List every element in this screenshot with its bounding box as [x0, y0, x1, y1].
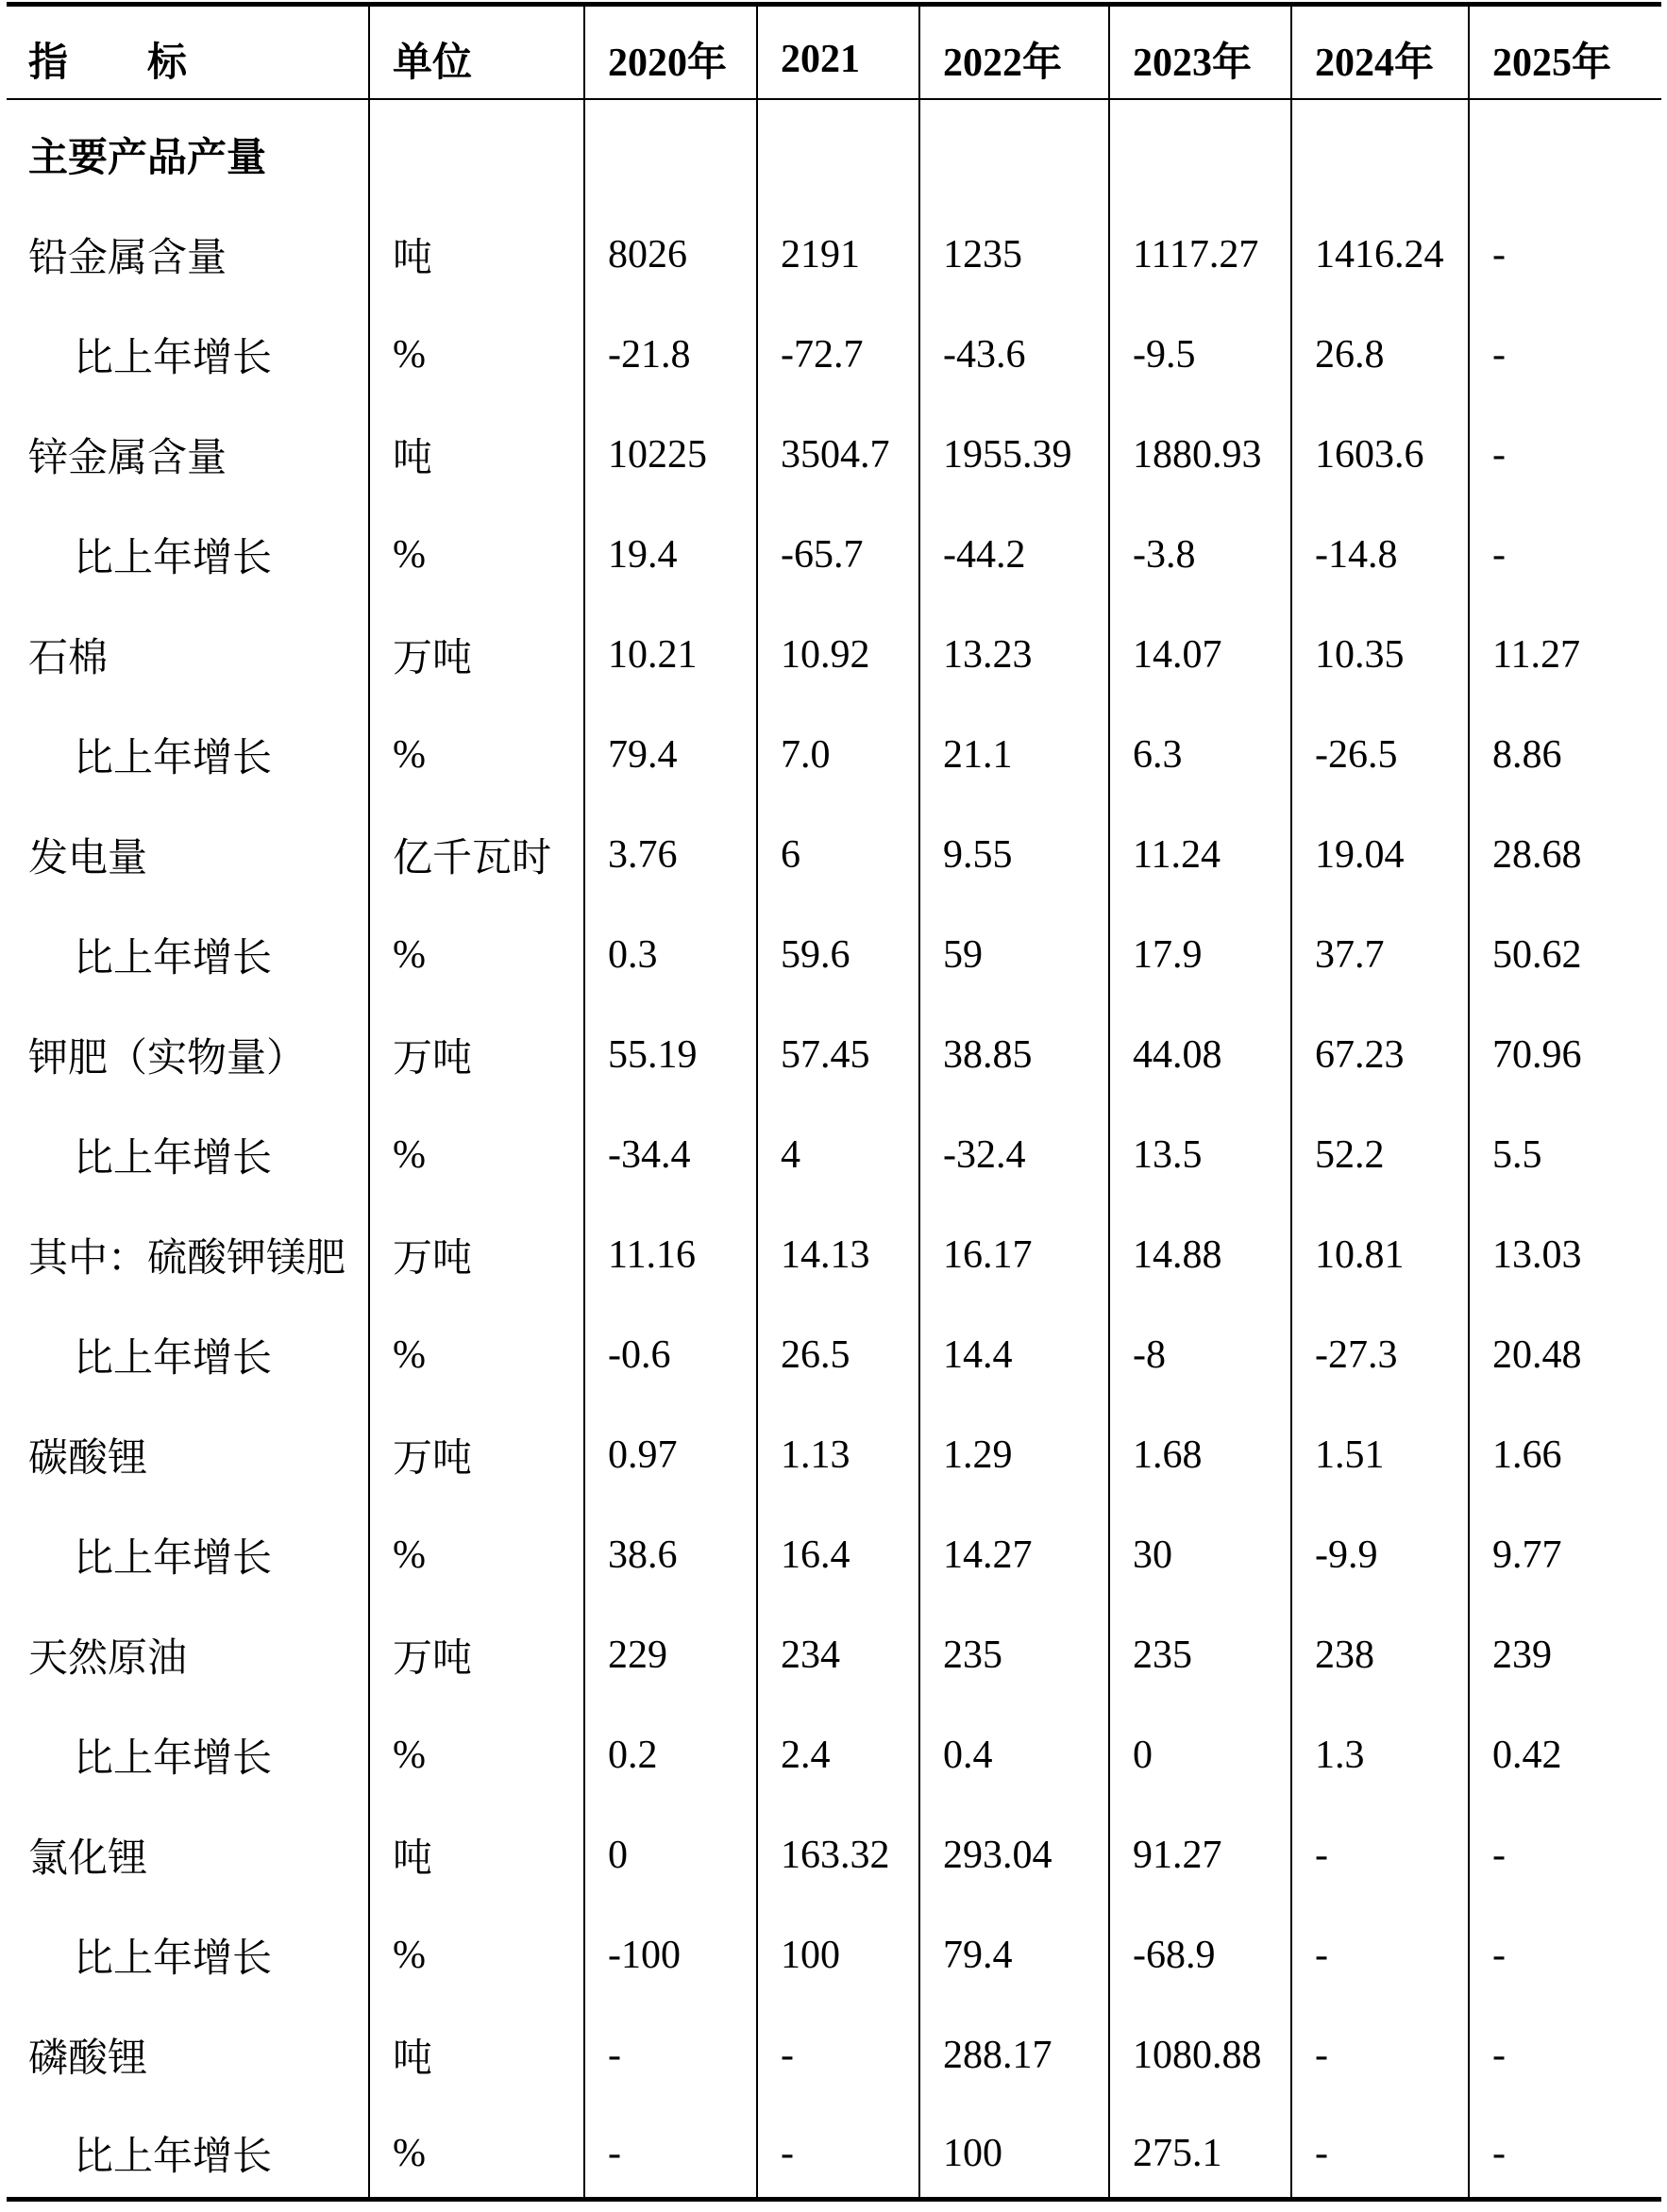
growth-label: 比上年增长 — [74, 1936, 273, 1981]
growth-label: 比上年增长 — [74, 536, 273, 580]
growth-unit: % — [369, 1500, 584, 1600]
value-2020: 10.21 — [584, 599, 757, 699]
indicator-name: 氯化锂 — [28, 1836, 148, 1881]
growth-unit: % — [369, 499, 584, 599]
value-2025: - — [1469, 399, 1661, 499]
value-2021: 163.32 — [757, 1800, 919, 1900]
table-header-row — [7, 5, 1661, 99]
growth-2022: -43.6 — [919, 299, 1109, 399]
empty-cell — [1291, 99, 1469, 199]
indicator-row — [7, 1399, 1661, 1500]
table-body — [7, 99, 1661, 2200]
value-2025: 13.03 — [1469, 1199, 1661, 1299]
value-2023: 14.88 — [1109, 1199, 1291, 1299]
value-2020: 10225 — [584, 399, 757, 499]
header-year-2020: 2020年 — [584, 5, 757, 99]
empty-cell — [757, 99, 919, 199]
growth-2021: - — [757, 2100, 919, 2200]
indicator-unit: 吨 — [369, 399, 584, 499]
growth-2024: 1.3 — [1291, 1700, 1469, 1800]
value-2021: 3504.7 — [757, 399, 919, 499]
growth-2021: -65.7 — [757, 499, 919, 599]
value-2022: 38.85 — [919, 999, 1109, 1099]
table-header — [7, 5, 1661, 99]
value-2025: 1.66 — [1469, 1399, 1661, 1500]
growth-2023: -8 — [1109, 1299, 1291, 1399]
value-2025: 70.96 — [1469, 999, 1661, 1099]
growth-2025: - — [1469, 1900, 1661, 2000]
value-2025: - — [1469, 199, 1661, 299]
value-2020: 11.16 — [584, 1199, 757, 1299]
growth-unit: % — [369, 899, 584, 999]
value-2020: 8026 — [584, 199, 757, 299]
value-2021: 57.45 — [757, 999, 919, 1099]
indicator-unit: 万吨 — [369, 1399, 584, 1500]
value-2023: 11.24 — [1109, 799, 1291, 899]
value-2024: 1603.6 — [1291, 399, 1469, 499]
growth-2024: 37.7 — [1291, 899, 1469, 999]
growth-label: 比上年增长 — [74, 1336, 273, 1381]
growth-2021: -72.7 — [757, 299, 919, 399]
growth-2024: -26.5 — [1291, 699, 1469, 799]
growth-label: 比上年增长 — [74, 336, 273, 380]
value-2023: 235 — [1109, 1600, 1291, 1700]
value-2024: 67.23 — [1291, 999, 1469, 1099]
growth-2024: - — [1291, 2100, 1469, 2200]
growth-2025: - — [1469, 2100, 1661, 2200]
value-2022: 1.29 — [919, 1399, 1109, 1500]
growth-row — [7, 899, 1661, 999]
growth-row — [7, 1500, 1661, 1600]
value-2020: 0 — [584, 1800, 757, 1900]
value-2024: 1.51 — [1291, 1399, 1469, 1500]
indicator-row — [7, 399, 1661, 499]
growth-2022: -44.2 — [919, 499, 1109, 599]
indicator-row — [7, 199, 1661, 299]
growth-2023: 13.5 — [1109, 1099, 1291, 1199]
growth-2022: 100 — [919, 2100, 1109, 2200]
growth-2022: 21.1 — [919, 699, 1109, 799]
growth-2022: 14.27 — [919, 1500, 1109, 1600]
empty-cell — [1109, 99, 1291, 199]
header-year-2025: 2025年 — [1469, 5, 1661, 99]
indicator-row — [7, 1600, 1661, 1700]
value-2023: 1.68 — [1109, 1399, 1291, 1500]
growth-row — [7, 699, 1661, 799]
growth-unit: % — [369, 299, 584, 399]
value-2021: 6 — [757, 799, 919, 899]
growth-label: 比上年增长 — [74, 1136, 273, 1181]
indicator-unit: 吨 — [369, 199, 584, 299]
growth-unit: % — [369, 1299, 584, 1399]
growth-2020: 0.2 — [584, 1700, 757, 1800]
growth-2020: - — [584, 2100, 757, 2200]
growth-2025: 5.5 — [1469, 1099, 1661, 1199]
value-2025: - — [1469, 1800, 1661, 1900]
value-2024: 10.35 — [1291, 599, 1469, 699]
growth-2025: 50.62 — [1469, 899, 1661, 999]
production-statistics-table — [7, 2, 1661, 2202]
value-2020: 55.19 — [584, 999, 757, 1099]
growth-2020: 38.6 — [584, 1500, 757, 1600]
value-2023: 44.08 — [1109, 999, 1291, 1099]
indicator-unit: 亿千瓦时 — [369, 799, 584, 899]
indicator-row — [7, 1800, 1661, 1900]
growth-label: 比上年增长 — [74, 2136, 273, 2180]
value-2024: 238 — [1291, 1600, 1469, 1700]
growth-2021: 4 — [757, 1099, 919, 1199]
value-2020: - — [584, 2000, 757, 2100]
growth-unit: % — [369, 2100, 584, 2200]
indicator-unit: 万吨 — [369, 1199, 584, 1299]
growth-2021: 100 — [757, 1900, 919, 2000]
value-2023: 14.07 — [1109, 599, 1291, 699]
indicator-row — [7, 2000, 1661, 2100]
growth-2022: 0.4 — [919, 1700, 1109, 1800]
indicator-name: 锌金属含量 — [28, 436, 227, 480]
growth-2025: 9.77 — [1469, 1500, 1661, 1600]
indicator-unit: 万吨 — [369, 1600, 584, 1700]
growth-2022: -32.4 — [919, 1099, 1109, 1199]
value-2024: 1416.24 — [1291, 199, 1469, 299]
section-title: 主要产品产量 — [28, 137, 267, 180]
indicator-name: 碳酸锂 — [28, 1436, 148, 1481]
indicator-unit: 万吨 — [369, 599, 584, 699]
value-2022: 293.04 — [919, 1800, 1109, 1900]
growth-2021: 16.4 — [757, 1500, 919, 1600]
growth-2024: - — [1291, 1900, 1469, 2000]
growth-label: 比上年增长 — [74, 1536, 273, 1581]
value-2021: 2191 — [757, 199, 919, 299]
header-year-2021: 2021 — [757, 5, 919, 99]
growth-row — [7, 1299, 1661, 1399]
growth-label: 比上年增长 — [74, 736, 273, 780]
value-2023: 1117.27 — [1109, 199, 1291, 299]
growth-2024: 26.8 — [1291, 299, 1469, 399]
indicator-name: 其中：硫酸钾镁肥 — [28, 1236, 346, 1281]
growth-2020: -34.4 — [584, 1099, 757, 1199]
value-2022: 16.17 — [919, 1199, 1109, 1299]
indicator-row — [7, 1199, 1661, 1299]
value-2022: 235 — [919, 1600, 1109, 1700]
value-2025: 239 — [1469, 1600, 1661, 1700]
growth-unit: % — [369, 1900, 584, 2000]
empty-cell — [1469, 99, 1661, 199]
growth-2022: 79.4 — [919, 1900, 1109, 2000]
value-2022: 1955.39 — [919, 399, 1109, 499]
growth-label: 比上年增长 — [74, 936, 273, 980]
growth-2023: 17.9 — [1109, 899, 1291, 999]
value-2023: 91.27 — [1109, 1800, 1291, 1900]
empty-cell — [369, 99, 584, 199]
indicator-row — [7, 999, 1661, 1099]
value-2022: 13.23 — [919, 599, 1109, 699]
value-2021: 234 — [757, 1600, 919, 1700]
growth-2020: -100 — [584, 1900, 757, 2000]
value-2021: 14.13 — [757, 1199, 919, 1299]
header-year-2024: 2024年 — [1291, 5, 1469, 99]
growth-2025: 0.42 — [1469, 1700, 1661, 1800]
growth-2022: 59 — [919, 899, 1109, 999]
growth-row — [7, 2100, 1661, 2200]
growth-2023: 0 — [1109, 1700, 1291, 1800]
header-indicator: 指 标 — [7, 5, 369, 99]
indicator-name: 石棉 — [28, 636, 109, 680]
value-2020: 3.76 — [584, 799, 757, 899]
header-unit: 单位 — [369, 5, 584, 99]
growth-2020: -21.8 — [584, 299, 757, 399]
growth-2021: 59.6 — [757, 899, 919, 999]
growth-label: 比上年增长 — [74, 1736, 273, 1781]
growth-2025: - — [1469, 299, 1661, 399]
value-2023: 1880.93 — [1109, 399, 1291, 499]
value-2025: 28.68 — [1469, 799, 1661, 899]
growth-2025: - — [1469, 499, 1661, 599]
growth-2023: -68.9 — [1109, 1900, 1291, 2000]
growth-2023: 6.3 — [1109, 699, 1291, 799]
value-2022: 288.17 — [919, 2000, 1109, 2100]
indicator-row — [7, 799, 1661, 899]
growth-2024: -27.3 — [1291, 1299, 1469, 1399]
value-2024: - — [1291, 2000, 1469, 2100]
indicator-name: 铅金属含量 — [28, 236, 227, 280]
value-2022: 1235 — [919, 199, 1109, 299]
indicator-unit: 吨 — [369, 2000, 584, 2100]
growth-row — [7, 299, 1661, 399]
value-2021: 1.13 — [757, 1399, 919, 1500]
growth-2023: -9.5 — [1109, 299, 1291, 399]
growth-row — [7, 499, 1661, 599]
header-year-2022: 2022年 — [919, 5, 1109, 99]
growth-2023: 275.1 — [1109, 2100, 1291, 2200]
growth-unit: % — [369, 699, 584, 799]
value-2024: 10.81 — [1291, 1199, 1469, 1299]
growth-2021: 26.5 — [757, 1299, 919, 1399]
indicator-name: 天然原油 — [28, 1636, 188, 1681]
growth-row — [7, 1900, 1661, 2000]
growth-2020: 79.4 — [584, 699, 757, 799]
header-year-2023: 2023年 — [1109, 5, 1291, 99]
growth-2020: 19.4 — [584, 499, 757, 599]
growth-2022: 14.4 — [919, 1299, 1109, 1399]
growth-2023: 30 — [1109, 1500, 1291, 1600]
growth-2021: 7.0 — [757, 699, 919, 799]
value-2022: 9.55 — [919, 799, 1109, 899]
value-2021: - — [757, 2000, 919, 2100]
value-2024: - — [1291, 1800, 1469, 1900]
section-row — [7, 99, 1661, 199]
indicator-row — [7, 599, 1661, 699]
growth-row — [7, 1099, 1661, 1199]
indicator-name: 磷酸锂 — [28, 2036, 148, 2081]
value-2020: 229 — [584, 1600, 757, 1700]
empty-cell — [584, 99, 757, 199]
value-2025: 11.27 — [1469, 599, 1661, 699]
value-2023: 1080.88 — [1109, 2000, 1291, 2100]
growth-unit: % — [369, 1099, 584, 1199]
growth-2024: -9.9 — [1291, 1500, 1469, 1600]
growth-row — [7, 1700, 1661, 1800]
growth-2020: -0.6 — [584, 1299, 757, 1399]
growth-2021: 2.4 — [757, 1700, 919, 1800]
indicator-name: 发电量 — [28, 836, 148, 880]
growth-2020: 0.3 — [584, 899, 757, 999]
value-2024: 19.04 — [1291, 799, 1469, 899]
value-2025: - — [1469, 2000, 1661, 2100]
growth-2023: -3.8 — [1109, 499, 1291, 599]
growth-2025: 20.48 — [1469, 1299, 1661, 1399]
value-2021: 10.92 — [757, 599, 919, 699]
indicator-unit: 吨 — [369, 1800, 584, 1900]
growth-2024: -14.8 — [1291, 499, 1469, 599]
indicator-name: 钾肥（实物量） — [28, 1036, 307, 1081]
empty-cell — [919, 99, 1109, 199]
growth-2024: 52.2 — [1291, 1099, 1469, 1199]
value-2020: 0.97 — [584, 1399, 757, 1500]
growth-unit: % — [369, 1700, 584, 1800]
growth-2025: 8.86 — [1469, 699, 1661, 799]
indicator-unit: 万吨 — [369, 999, 584, 1099]
